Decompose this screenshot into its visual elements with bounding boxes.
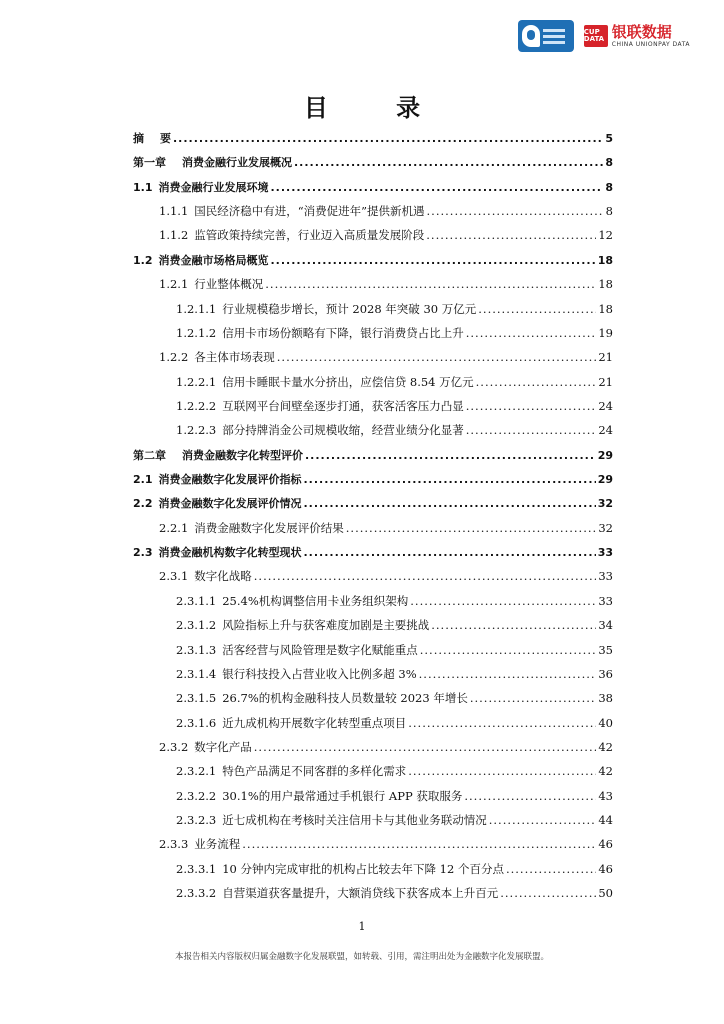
toc-entry-page: 43 [598,788,613,803]
toc-entry[interactable] [133,130,613,154]
toc-entry-number: 1.1.1 [159,204,189,219]
copyright-footer: 本报告相关内容版权归属金融数字化发展联盟，如转载、引用，需注明出处为金融数字化发展联盟。 [174,952,549,962]
toc-leader-dots [254,569,597,583]
toc-entry-number: 1.2.1.1 [176,301,217,316]
toc-entry-title: 行业规模稳步增长，预计 2028 年突破 30 万亿元 [222,301,477,316]
toc-entry-label [176,398,464,414]
toc-entry-number: 1.1 [133,180,153,194]
toc-entry-label [133,154,292,170]
toc-entry[interactable] [133,715,613,739]
toc-entry-title: 监管政策持续完善，行业迈入高质量发展阶段 [194,228,425,243]
toc-leader-dots [476,375,597,389]
toc-entry-number: 2.2 [133,497,153,511]
toc-entry[interactable] [133,642,613,666]
toc-leader-dots [470,691,597,705]
toc-entry-title: 银行科技投入占营业收入比例多超 3% [222,666,417,681]
toc-entry[interactable] [133,325,613,349]
toc-entry-page: 8 [605,204,613,219]
toc-entry-page: 40 [598,715,613,730]
toc-entry-label [176,422,464,438]
toc-leader-dots [431,618,596,632]
toc-entry-page: 8 [605,180,613,194]
toc-entry-title: 数字化产品 [194,739,252,754]
toc-entry-label [176,374,474,390]
toc-entry-label [176,861,504,877]
toc-entry-number: 2.3 [133,546,153,560]
toc-leader-dots [304,473,596,486]
toc-entry-page: 21 [598,374,613,389]
toc-entry-label [159,520,344,536]
toc-entry-title: 消费金融行业发展概况 [182,156,292,170]
toc-entry[interactable] [133,374,613,398]
toc-entry-page: 8 [605,156,613,170]
toc-entry-title: 信用卡市场份额略有下降，银行消费贷占比上升 [222,325,464,340]
toc-entry-title: 消费金融行业发展环境 [158,180,269,194]
toc-entry-number: 2.2.1 [159,520,189,535]
toc-entry-number: 2.3.2.3 [176,813,217,828]
toc-entry[interactable] [133,885,613,909]
toc-entry-page: 32 [598,520,613,535]
toc-entry-title: 近九成机构开展数字化转型重点项目 [222,715,407,730]
toc-entry-label [133,544,302,560]
toc-entry-title: 活客经营与风险管理是数字化赋能重点 [222,642,418,657]
toc-entry-number: 2.3.1.6 [176,715,217,730]
toc-leader-dots [466,326,597,340]
toc-entry[interactable] [133,276,613,300]
toc-entry[interactable] [133,568,613,592]
toc-entry-page: 18 [598,277,613,292]
toc-entry-number: 第一章 [133,156,166,170]
toc-entry[interactable] [133,617,613,641]
toc-entry[interactable] [133,812,613,836]
toc-entry-page: 12 [598,228,613,243]
toc-entry[interactable] [133,836,613,860]
toc-entry-number: 2.3.2.2 [176,788,217,803]
toc-entry[interactable] [133,154,613,178]
toc-leader-dots [419,667,597,681]
toc-entry-page: 50 [598,886,613,901]
toc-entry-label [133,471,302,487]
toc-entry-page: 44 [598,813,613,828]
toc-entry[interactable] [133,447,613,471]
toc-entry-label [176,763,406,779]
toc-entry-number: 1.2.2.2 [176,398,217,413]
toc-entry-label [176,593,408,609]
toc-entry-page: 18 [598,301,613,316]
toc-entry-title: 10 分钟内完成审批的机构占比较去年下降 12 个百分点 [222,861,504,876]
toc-entry-title: 消费金融数字化转型评价 [182,448,303,462]
cup-data-logo [584,24,690,48]
toc-entry-page: 46 [598,861,613,876]
toc-leader-dots [408,764,596,778]
toc-entry[interactable] [133,666,613,690]
toc-entry-title: 行业整体概况 [194,277,264,292]
toc-leader-dots [489,813,597,827]
toc-entry-label [159,349,275,365]
toc-entry-number: 1.1.2 [159,228,189,243]
toc-entry[interactable] [133,349,613,373]
toc-entry-label [133,447,303,463]
toc-entry-number: 2.3.1.4 [176,666,217,681]
toc-entry-page: 21 [598,350,613,365]
toc-entry-number: 1.2.1.2 [176,325,217,340]
toc-entry-page: 38 [598,691,613,706]
toc-entry-number: 2.3.1.3 [176,642,217,657]
toc-leader-dots [277,350,597,364]
toc-entry-page: 5 [605,132,613,145]
toc-entry-title: 25.4%机构调整信用卡业务组织架构 [222,593,409,608]
toc-entry-title: 消费金融数字化发展评价指标 [158,473,302,487]
toc-entry-number: 2.3.1 [159,569,189,584]
toc-entry[interactable] [133,544,613,568]
toc-entry-title: 国民经济稳中有进，“消费促进年”提供新机遇 [194,204,425,219]
toc-entry-page: 29 [597,448,613,462]
toc-entry-page: 24 [598,398,613,413]
toc-leader-dots [271,181,604,194]
toc-entry-title: 30.1%的用户最常通过手机银行 APP 获取服务 [222,788,463,803]
header-logos [518,20,690,52]
toc-title: 目 录 [303,93,451,122]
toc-entry-title: 消费金融数字化发展评价情况 [158,497,302,511]
toc-entry-number: 2.3.1.2 [176,618,217,633]
toc-leader-dots [294,156,603,169]
toc-entry-page: 29 [597,473,613,487]
toc-entry-page: 24 [598,423,613,438]
toc-entry-number: 摘 [133,132,144,145]
toc-entry-number: 1.2.2 [159,350,189,365]
toc-leader-dots [420,643,597,657]
toc-entry-number: 2.1 [133,473,153,487]
toc-entry-title: 部分持牌消金公司规模收缩，经营业绩分化显著 [222,423,464,438]
toc-entry-title: 26.7%的机构金融科技人员数量较 2023 年增长 [222,691,468,706]
toc-entry-page: 36 [598,666,613,681]
toc-entry[interactable] [133,227,613,251]
toc-entry-number: 1.2.2.3 [176,423,217,438]
toc-entry[interactable] [133,520,613,544]
toc-leader-dots [464,789,596,803]
toc-leader-dots [254,740,597,754]
toc-entry-page: 34 [598,618,613,633]
toc-entry-title: 数字化战略 [194,569,252,584]
toc-leader-dots [500,886,596,900]
toc-entry-label [176,325,464,341]
table-of-contents [133,130,613,910]
toc-entry-page: 46 [598,837,613,852]
toc-leader-dots [427,204,604,218]
toc-entry-title: 互联网平台间壁垒逐步打通，获客活客压力凸显 [222,398,464,413]
toc-entry[interactable] [133,763,613,787]
toc-entry-title: 要 [160,132,171,145]
toc-entry-label [176,885,498,901]
toc-entry-label [159,276,263,292]
toc-entry[interactable] [133,179,613,203]
toc-entry-number: 1.2.1 [159,277,189,292]
toc-entry[interactable] [133,203,613,227]
toc-entry-label [159,568,252,584]
toc-entry-number: 2.3.3.2 [176,886,217,901]
toc-entry-page: 33 [597,546,613,560]
toc-entry[interactable] [133,739,613,763]
toc-entry-number: 2.3.2.1 [176,764,217,779]
alliance-logo-icon [518,20,574,52]
toc-entry[interactable] [133,301,613,325]
toc-leader-dots [466,399,597,413]
toc-leader-dots [466,423,597,437]
toc-leader-dots [346,521,597,535]
toc-entry-page: 33 [598,593,613,608]
toc-entry-label [133,179,269,195]
toc-leader-dots [506,862,596,876]
toc-entry-label [133,252,269,268]
toc-leader-dots [304,497,596,510]
toc-entry-title: 消费金融数字化发展评价结果 [194,520,344,535]
toc-leader-dots [408,716,596,730]
toc-entry-label [176,812,487,828]
toc-entry-label [176,690,468,706]
toc-entry-label [159,227,424,243]
toc-entry-label [176,666,417,682]
toc-entry[interactable] [133,471,613,495]
toc-entry-number: 1.2.2.1 [176,374,217,389]
toc-entry-title: 近七成机构在考核时关注信用卡与其他业务联动情况 [222,813,487,828]
toc-entry-label [176,617,429,633]
toc-entry-title: 信用卡睡眠卡量水分挤出，应偿信贷 8.54 万亿元 [222,374,474,389]
toc-leader-dots [478,302,596,316]
toc-entry-page: 33 [598,569,613,584]
toc-entry-page: 18 [597,253,613,267]
toc-entry-title: 自营渠道获客量提升，大额消贷线下获客成本上升百元 [222,886,499,901]
toc-entry[interactable] [133,495,613,519]
toc-entry-page: 32 [597,497,613,511]
toc-entry-number: 第二章 [133,448,166,462]
toc-entry[interactable] [133,252,613,276]
toc-leader-dots [305,449,596,462]
toc-entry-label [133,495,302,511]
toc-entry-number: 2.3.1.1 [176,593,217,608]
toc-entry-page: 19 [598,325,613,340]
toc-entry-number: 2.3.3 [159,837,189,852]
toc-entry-title: 风险指标上升与获客难度加剧是主要挑战 [222,618,430,633]
toc-leader-dots [265,277,596,291]
toc-entry-label [133,130,171,146]
toc-entry-number: 2.3.1.5 [176,691,217,706]
toc-entry-page: 35 [598,642,613,657]
toc-leader-dots [173,132,603,145]
toc-leader-dots [410,594,596,608]
toc-entry-title: 消费金融机构数字化转型现状 [158,546,302,560]
toc-leader-dots [271,254,596,267]
toc-entry-page: 42 [598,764,613,779]
cup-data-name: 银联数据 [611,23,672,41]
toc-entry-label [176,788,462,804]
toc-entry[interactable] [133,861,613,885]
toc-leader-dots [304,546,596,559]
toc-entry[interactable] [133,593,613,617]
toc-entry-page: 42 [598,739,613,754]
toc-entry[interactable] [133,788,613,812]
toc-entry-number: 2.3.2 [159,739,189,754]
page-number: 1 [358,920,366,933]
toc-entry-title: 特色产品满足不同客群的多样化需求 [222,764,407,779]
toc-entry-label [176,642,418,658]
toc-entry-label [159,203,425,219]
toc-entry[interactable] [133,690,613,714]
cup-data-english: CHINA UNIONPAY DATA [611,41,690,48]
toc-entry[interactable] [133,398,613,422]
toc-entry-label [176,301,476,317]
toc-entry-title: 业务流程 [194,837,241,852]
toc-entry-title: 消费金融市场格局概览 [158,253,269,267]
toc-entry-number: 2.3.3.1 [176,861,217,876]
toc-entry-title: 各主体市场表现 [194,350,275,365]
toc-leader-dots [426,228,596,242]
toc-entry[interactable] [133,422,613,446]
toc-entry-number: 1.2 [133,253,153,267]
cup-data-badge: CUP DATA [584,25,608,47]
toc-leader-dots [242,837,596,851]
toc-entry-label [159,836,240,852]
toc-entry-label [159,739,252,755]
toc-entry-label [176,715,406,731]
